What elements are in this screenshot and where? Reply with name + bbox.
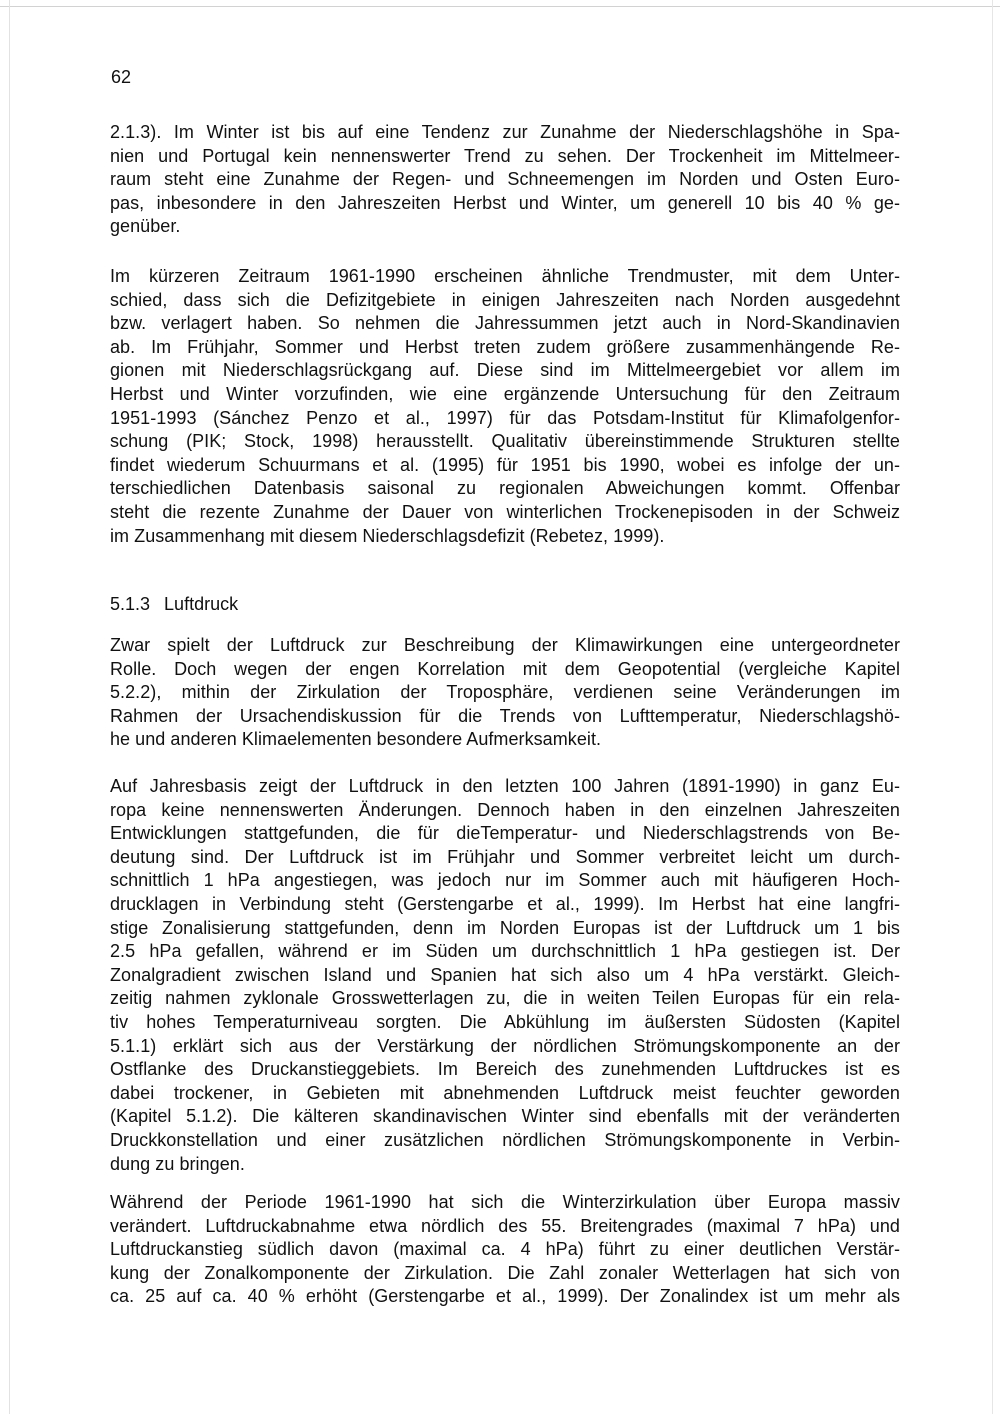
text-line: drucklagen in Verbindung steht (Gerstengarbe et al., 1999). Im Herbst hat eine langfri- xyxy=(110,893,900,914)
section-title: Luftdruck xyxy=(164,594,239,614)
text-line: nien und Portugal kein nennenswerter Trend zu sehen. Der Trockenheit im Mittelmeer- xyxy=(110,145,900,166)
page-number: 62 xyxy=(111,67,132,87)
text-line: im Zusammenhang mit diesem Niederschlagsdefizit (Rebetez, 1999). xyxy=(110,525,665,546)
text-line: 1951-1993 (Sánchez Penzo et al., 1997) für das Potsdam-Institut für Klimafolgenfor- xyxy=(110,407,900,428)
section-heading xyxy=(110,593,238,616)
text-line: 5.1.1) erklärt sich aus der Verstärkung der nördlichen Strömungskomponente an der xyxy=(110,1035,900,1056)
text-line: zeitig nahmen zyklonale Grosswetterlagen zu, die in weiten Teilen Europas für ein rela- xyxy=(110,988,900,1009)
paragraph-3 xyxy=(110,634,900,752)
paragraph-5 xyxy=(110,1191,900,1309)
text-line: Zonalgradient zwischen Island und Spanien hat sich also um 4 hPa verstärkt. Gleich- xyxy=(110,964,900,985)
text-line: dabei trockener, in Gebieten mit abnehmenden Luftdruck meist feuchter geworden xyxy=(110,1082,900,1103)
text-line: schnittlich 1 hPa angestiegen, was jedoch nur im Sommer auch mit häufigeren Hoch- xyxy=(110,870,900,891)
text-line: Ostflanke des Druckanstieggebiets. Im Bereich des zunehmenden Luftdruckes ist es xyxy=(110,1059,900,1080)
section-number: 5.1.3 xyxy=(110,594,151,614)
text-line: genüber. xyxy=(110,216,181,237)
text-line: Rahmen der Ursachendiskussion für die Trends von Lufttemperatur, Niederschlagshö- xyxy=(110,705,900,726)
text-line: Druckkonstellation und einer zusätzlichen nördlichen Strömungskomponente in Verbin- xyxy=(110,1129,900,1150)
text-line: Während der Periode 1961-1990 hat sich die Winterzirkulation über Europa massiv xyxy=(110,1192,900,1212)
text-line: ropa keine nennenswerten Änderungen. Dennoch haben in den einzelnen Jahreszeiten xyxy=(110,799,900,820)
text-line: 2.1.3). Im Winter ist bis auf eine Tendenz zur Zunahme der Niederschlagshöhe in Spa- xyxy=(110,122,900,142)
text-line: tiv hohes Temperaturniveau sorgten. Die Abkühlung im äußersten Südosten (Kapitel xyxy=(110,1011,900,1032)
text-line: gionen mit Niederschlagsrückgang auf. Diese sind im Mittelmeergebiet vor allem im xyxy=(110,360,900,381)
text-line: Auf Jahresbasis zeigt der Luftdruck in den letzten 100 Jahren (1891-1990) in ganz Eu- xyxy=(110,776,900,796)
scan-edge-top xyxy=(0,6,1000,7)
text-line: Herbst und Winter vorzufinden, wie eine ergänzende Untersuchung für den Zeitraum xyxy=(110,383,900,404)
text-line: schied, dass sich die Defizitgebiete in einigen Jahreszeiten nach Norden ausgedehnt xyxy=(110,289,900,310)
paragraph-2 xyxy=(110,265,900,548)
text-line: bzw. verlagert haben. So nehmen die Jahressummen jetzt auch in Nord-Skandinavien xyxy=(110,313,900,334)
text-line: findet wiederum Schuurmans et al. (1995) für 1951 bis 1990, wobei es infolge der un- xyxy=(110,454,900,475)
text-line: ca. 25 auf ca. 40 % erhöht (Gerstengarbe et al., 1999). Der Zonalindex ist um mehr als xyxy=(110,1286,900,1307)
text-line: Rolle. Doch wegen der engen Korrelation mit dem Geopotential (vergleiche Kapitel xyxy=(110,658,900,679)
text-line: verändert. Luftdruckabnahme etwa nördlich des 55. Breitengrades (maximal 7 hPa) und xyxy=(110,1215,900,1236)
text-line: terschiedlichen Datenbasis saisonal zu regionalen Abweichungen kommt. Offenbar xyxy=(110,478,900,499)
scan-edge-left xyxy=(9,0,10,1414)
text-line: Entwicklungen stattgefunden, die für dieTemperatur- und Niederschlagstrends von Be- xyxy=(110,823,900,844)
text-line: pas, inbesondere in den Jahreszeiten Herbst und Winter, um generell 10 bis 40 % ge- xyxy=(110,192,900,213)
text-line: he und anderen Klimaelementen besondere Aufmerksamkeit. xyxy=(110,729,602,750)
text-line: steht die rezente Zunahme der Dauer von winterlichen Trockenepisoden in der Schweiz xyxy=(110,501,900,522)
text-line: 5.2.2), mithin der Zirkulation der Troposphäre, verdienen seine Veränderungen im xyxy=(110,682,900,703)
text-line: Luftdruckanstieg südlich davon (maximal ca. 4 hPa) führt zu einer deutlichen Verstär- xyxy=(110,1239,900,1260)
scan-edge-right xyxy=(992,0,993,1414)
text-line: 2.5 hPa gefallen, während er im Süden um durchschnittlich 1 hPa gestiegen ist. Der xyxy=(110,941,900,962)
text-line: Im kürzeren Zeitraum 1961-1990 erscheinen ähnliche Trendmuster, mit dem Unter- xyxy=(110,266,900,286)
text-line: kung der Zonalkomponente der Zirkulation. Die Zahl zonaler Wetterlagen hat sich von xyxy=(110,1262,900,1283)
text-line: dung zu bringen. xyxy=(110,1153,245,1174)
paragraph-1 xyxy=(110,121,900,239)
text-line: raum steht eine Zunahme der Regen- und Schneemengen im Norden und Osten Euro- xyxy=(110,169,900,190)
text-line: ab. Im Frühjahr, Sommer und Herbst treten zudem größere zusammenhängende Re- xyxy=(110,336,900,357)
text-line: deutung sind. Der Luftdruck ist im Frühjahr und Sommer verbreitet leicht um durch- xyxy=(110,846,900,867)
text-line: (Kapitel 5.1.2). Die kälteren skandinavischen Winter sind ebenfalls mit der veränderten xyxy=(110,1106,900,1127)
paragraph-4 xyxy=(110,775,900,1176)
text-line: schung (PIK; Stock, 1998) herausstellt. Qualitativ übereinstimmende Strukturen stellte xyxy=(110,431,900,452)
text-line: Zwar spielt der Luftdruck zur Beschreibung der Klimawirkungen eine untergeordneter xyxy=(110,635,900,655)
text-line: stige Zonalisierung stattgefunden, denn im Norden Europas ist der Luftdruck um 1 bis xyxy=(110,917,900,938)
